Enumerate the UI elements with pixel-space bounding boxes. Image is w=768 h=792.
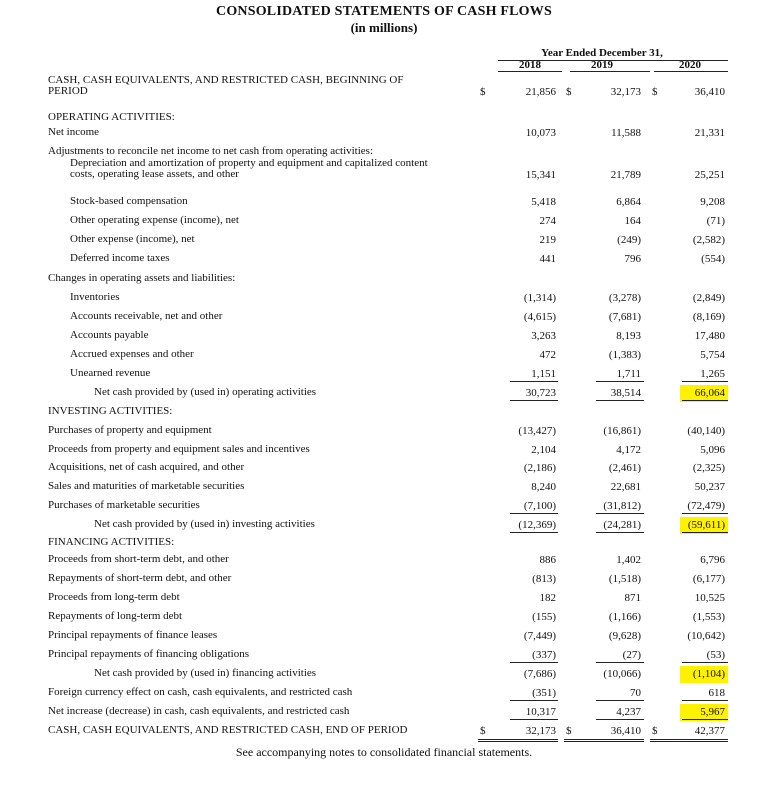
row-label: Changes in operating assets and liabilities:	[48, 272, 236, 284]
row-value-2019: 11,588	[611, 127, 641, 139]
row-value-2018: (813)	[532, 573, 556, 585]
total-rule	[510, 532, 558, 533]
row-value-2020: 9,208	[700, 196, 725, 208]
row-value-2019: (7,681)	[608, 311, 641, 323]
row-value-2020: (72,479)	[687, 500, 725, 512]
row-value-2018: 2,104	[531, 444, 556, 456]
row-value-2019: 21,789	[610, 169, 641, 181]
row-value-2018: 219	[539, 234, 556, 246]
row-value-2018: 15,341	[525, 169, 556, 181]
row-value-2019: (1,383)	[608, 349, 641, 361]
row-value-2018: 32,173	[525, 725, 556, 737]
row-label: Proceeds from property and equipment sales and incentives	[48, 443, 310, 455]
row-value-2020: 50,237	[694, 481, 725, 493]
subtotal-rule	[682, 662, 728, 663]
row-value-2019: 8,193	[616, 330, 641, 342]
row-value-2019: (31,812)	[603, 500, 641, 512]
row-value-2020: (6,177)	[692, 573, 725, 585]
row-value-2019: 36,410	[610, 725, 641, 737]
subtotal-rule	[510, 662, 558, 663]
row-value-2020: 66,064	[694, 387, 725, 399]
row-label: FINANCING ACTIVITIES:	[48, 536, 175, 548]
row-value-2018: 3,263	[531, 330, 556, 342]
row-label: Net increase (decrease) in cash, cash equivalents, and restricted cash	[48, 705, 350, 717]
subtotal-rule	[596, 700, 644, 701]
subtotal-rule	[510, 700, 558, 701]
row-value-2018: (2,186)	[523, 462, 556, 474]
row-value-2019: 871	[624, 592, 641, 604]
row-value-2020: (40,140)	[687, 425, 725, 437]
dollar-sign: $	[480, 725, 486, 737]
row-label: Inventories	[70, 291, 120, 303]
row-label: OPERATING ACTIVITIES:	[48, 111, 175, 123]
row-value-2019: (16,861)	[603, 425, 641, 437]
row-label: Principal repayments of financing obligations	[48, 648, 250, 660]
row-label: Accounts receivable, net and other	[70, 310, 223, 322]
row-value-2019: (1,518)	[608, 573, 641, 585]
subtotal-rule	[682, 513, 728, 514]
dollar-sign: $	[652, 86, 658, 98]
subtotal-rule	[682, 700, 728, 701]
row-value-2019: (249)	[617, 234, 641, 246]
final-rule	[478, 739, 558, 740]
row-value-2018: (337)	[532, 649, 556, 661]
row-value-2020: 5,096	[700, 444, 725, 456]
row-value-2020: (59,611)	[687, 519, 725, 531]
row-label: Other operating expense (income), net	[70, 214, 239, 226]
year-rule-2020	[654, 71, 728, 72]
row-label: Net cash provided by (used in) operating activities	[94, 386, 317, 398]
row-value-2020: 1,265	[700, 368, 725, 380]
row-value-2020: (2,582)	[692, 234, 725, 246]
final-rule	[650, 739, 728, 740]
row-value-2018: 21,856	[525, 86, 556, 98]
row-value-2018: (7,449)	[523, 630, 556, 642]
row-value-2018: 182	[539, 592, 556, 604]
row-value-2018: (155)	[532, 611, 556, 623]
row-value-2019: (1,166)	[608, 611, 641, 623]
row-label: Principal repayments of finance leases	[48, 629, 218, 641]
row-label: Net income	[48, 126, 100, 138]
year-rule-2019	[570, 71, 650, 72]
row-value-2018: 8,240	[531, 481, 556, 493]
row-value-2019: 32,173	[610, 86, 641, 98]
subtotal-rule	[510, 513, 558, 514]
row-value-2020: 10,525	[694, 592, 725, 604]
row-value-2019: 38,514	[610, 387, 641, 399]
row-label: Proceeds from short-term debt, and other	[48, 553, 229, 565]
final-rule-double	[650, 741, 728, 742]
final-rule-double	[478, 741, 558, 742]
row-value-2018: (13,427)	[518, 425, 556, 437]
row-value-2018: 5,418	[531, 196, 556, 208]
total-rule	[596, 719, 644, 720]
row-label: Sales and maturities of marketable securities	[48, 480, 245, 492]
row-value-2019: 1,711	[616, 368, 641, 380]
row-value-2019: (3,278)	[608, 292, 641, 304]
total-rule	[682, 719, 728, 720]
row-value-2020: 6,796	[700, 554, 725, 566]
row-label: Depreciation and amortization of property and equipment and capitalized content	[70, 157, 428, 169]
row-label: Purchases of property and equipment	[48, 424, 212, 436]
row-value-2019: 70	[630, 687, 641, 699]
final-rule-double	[564, 741, 644, 742]
subtotal-rule	[596, 662, 644, 663]
row-value-2018: (12,369)	[518, 519, 556, 531]
row-value-2020: 5,754	[700, 349, 725, 361]
row-label: Net cash provided by (used in) financing activities	[94, 667, 317, 679]
dollar-sign: $	[480, 86, 486, 98]
period-header: Year Ended December 31,	[541, 47, 663, 59]
row-value-2020: 21,331	[694, 127, 725, 139]
row-label: Deferred income taxes	[70, 252, 170, 264]
row-value-2019: (10,066)	[603, 668, 641, 680]
subtotal-rule	[510, 381, 558, 382]
year-rule-2018	[498, 71, 562, 72]
row-value-2019: 4,237	[616, 706, 641, 718]
row-label: Accrued expenses and other	[70, 348, 194, 360]
year-header-2018: 2018	[519, 59, 541, 71]
row-value-2020: 618	[708, 687, 725, 699]
row-value-2018: 10,073	[525, 127, 556, 139]
total-rule	[510, 719, 558, 720]
row-value-2020: (53)	[706, 649, 725, 661]
subtotal-rule	[596, 381, 644, 382]
total-rule	[682, 532, 728, 533]
row-label: PERIOD	[48, 85, 88, 97]
row-value-2018: (7,686)	[523, 668, 556, 680]
row-value-2020: 25,251	[694, 169, 725, 181]
row-value-2020: 42,377	[694, 725, 725, 737]
total-rule	[510, 400, 558, 401]
row-value-2019: (2,461)	[608, 462, 641, 474]
final-rule	[564, 739, 644, 740]
dollar-sign: $	[652, 725, 658, 737]
row-value-2018: 1,151	[531, 368, 556, 380]
row-label: Repayments of short-term debt, and other	[48, 572, 232, 584]
row-value-2019: 1,402	[616, 554, 641, 566]
row-value-2018: (1,314)	[523, 292, 556, 304]
row-value-2020: (2,325)	[692, 462, 725, 474]
row-label: Stock-based compensation	[70, 195, 188, 207]
year-header-2020: 2020	[679, 59, 701, 71]
row-value-2018: 30,723	[525, 387, 556, 399]
row-label: Acquisitions, net of cash acquired, and other	[48, 461, 245, 473]
dollar-sign: $	[566, 725, 572, 737]
row-value-2019: 22,681	[610, 481, 641, 493]
total-rule	[682, 400, 728, 401]
row-value-2019: 164	[624, 215, 641, 227]
row-label: Purchases of marketable securities	[48, 499, 200, 511]
total-rule	[596, 400, 644, 401]
row-label: Adjustments to reconcile net income to net cash from operating activities:	[48, 145, 374, 157]
row-label: Foreign currency effect on cash, cash equivalents, and restricted cash	[48, 686, 353, 698]
row-value-2019: 4,172	[616, 444, 641, 456]
row-value-2019: 6,864	[616, 196, 641, 208]
row-label: Other expense (income), net	[70, 233, 195, 245]
year-header-2019: 2019	[591, 59, 613, 71]
row-value-2018: 472	[539, 349, 556, 361]
row-value-2020: 5,967	[700, 706, 725, 718]
row-value-2019: (24,281)	[603, 519, 641, 531]
statement-subtitle: (in millions)	[350, 20, 418, 35]
row-value-2018: 441	[539, 253, 556, 265]
row-label: Proceeds from long-term debt	[48, 591, 180, 603]
subtotal-rule	[596, 513, 644, 514]
row-value-2019: (9,628)	[608, 630, 641, 642]
row-label: costs, operating lease assets, and other	[70, 168, 239, 180]
total-rule	[596, 532, 644, 533]
row-label: Unearned revenue	[70, 367, 151, 379]
row-value-2020: (1,553)	[692, 611, 725, 623]
row-value-2020: (2,849)	[692, 292, 725, 304]
row-label: CASH, CASH EQUIVALENTS, AND RESTRICTED CASH, END OF PERIOD	[48, 724, 408, 736]
dollar-sign: $	[566, 86, 572, 98]
row-label: Accounts payable	[70, 329, 149, 341]
row-value-2018: 10,317	[525, 706, 556, 718]
footnote: See accompanying notes to consolidated financial statements.	[235, 745, 533, 759]
row-value-2020: (10,642)	[687, 630, 725, 642]
row-value-2018: 274	[539, 215, 556, 227]
row-label: Net cash provided by (used in) investing activities	[94, 518, 315, 530]
row-value-2018: (351)	[532, 687, 556, 699]
row-value-2020: (71)	[706, 215, 725, 227]
row-value-2020: (554)	[701, 253, 725, 265]
row-value-2019: 796	[624, 253, 641, 265]
row-value-2019: (27)	[622, 649, 641, 661]
row-label: INVESTING ACTIVITIES:	[48, 405, 173, 417]
row-value-2020: 17,480	[694, 330, 725, 342]
row-value-2020: (8,169)	[692, 311, 725, 323]
statement-title: CONSOLIDATED STATEMENTS OF CASH FLOWS	[216, 4, 552, 19]
row-value-2020: 36,410	[694, 86, 725, 98]
row-label: Repayments of long-term debt	[48, 610, 183, 622]
row-value-2018: (4,615)	[523, 311, 556, 323]
row-label: CASH, CASH EQUIVALENTS, AND RESTRICTED CASH, BEGINNING OF	[48, 74, 404, 86]
row-value-2020: (1,104)	[692, 668, 725, 680]
row-value-2018: 886	[539, 554, 556, 566]
row-value-2018: (7,100)	[523, 500, 556, 512]
subtotal-rule	[682, 381, 728, 382]
